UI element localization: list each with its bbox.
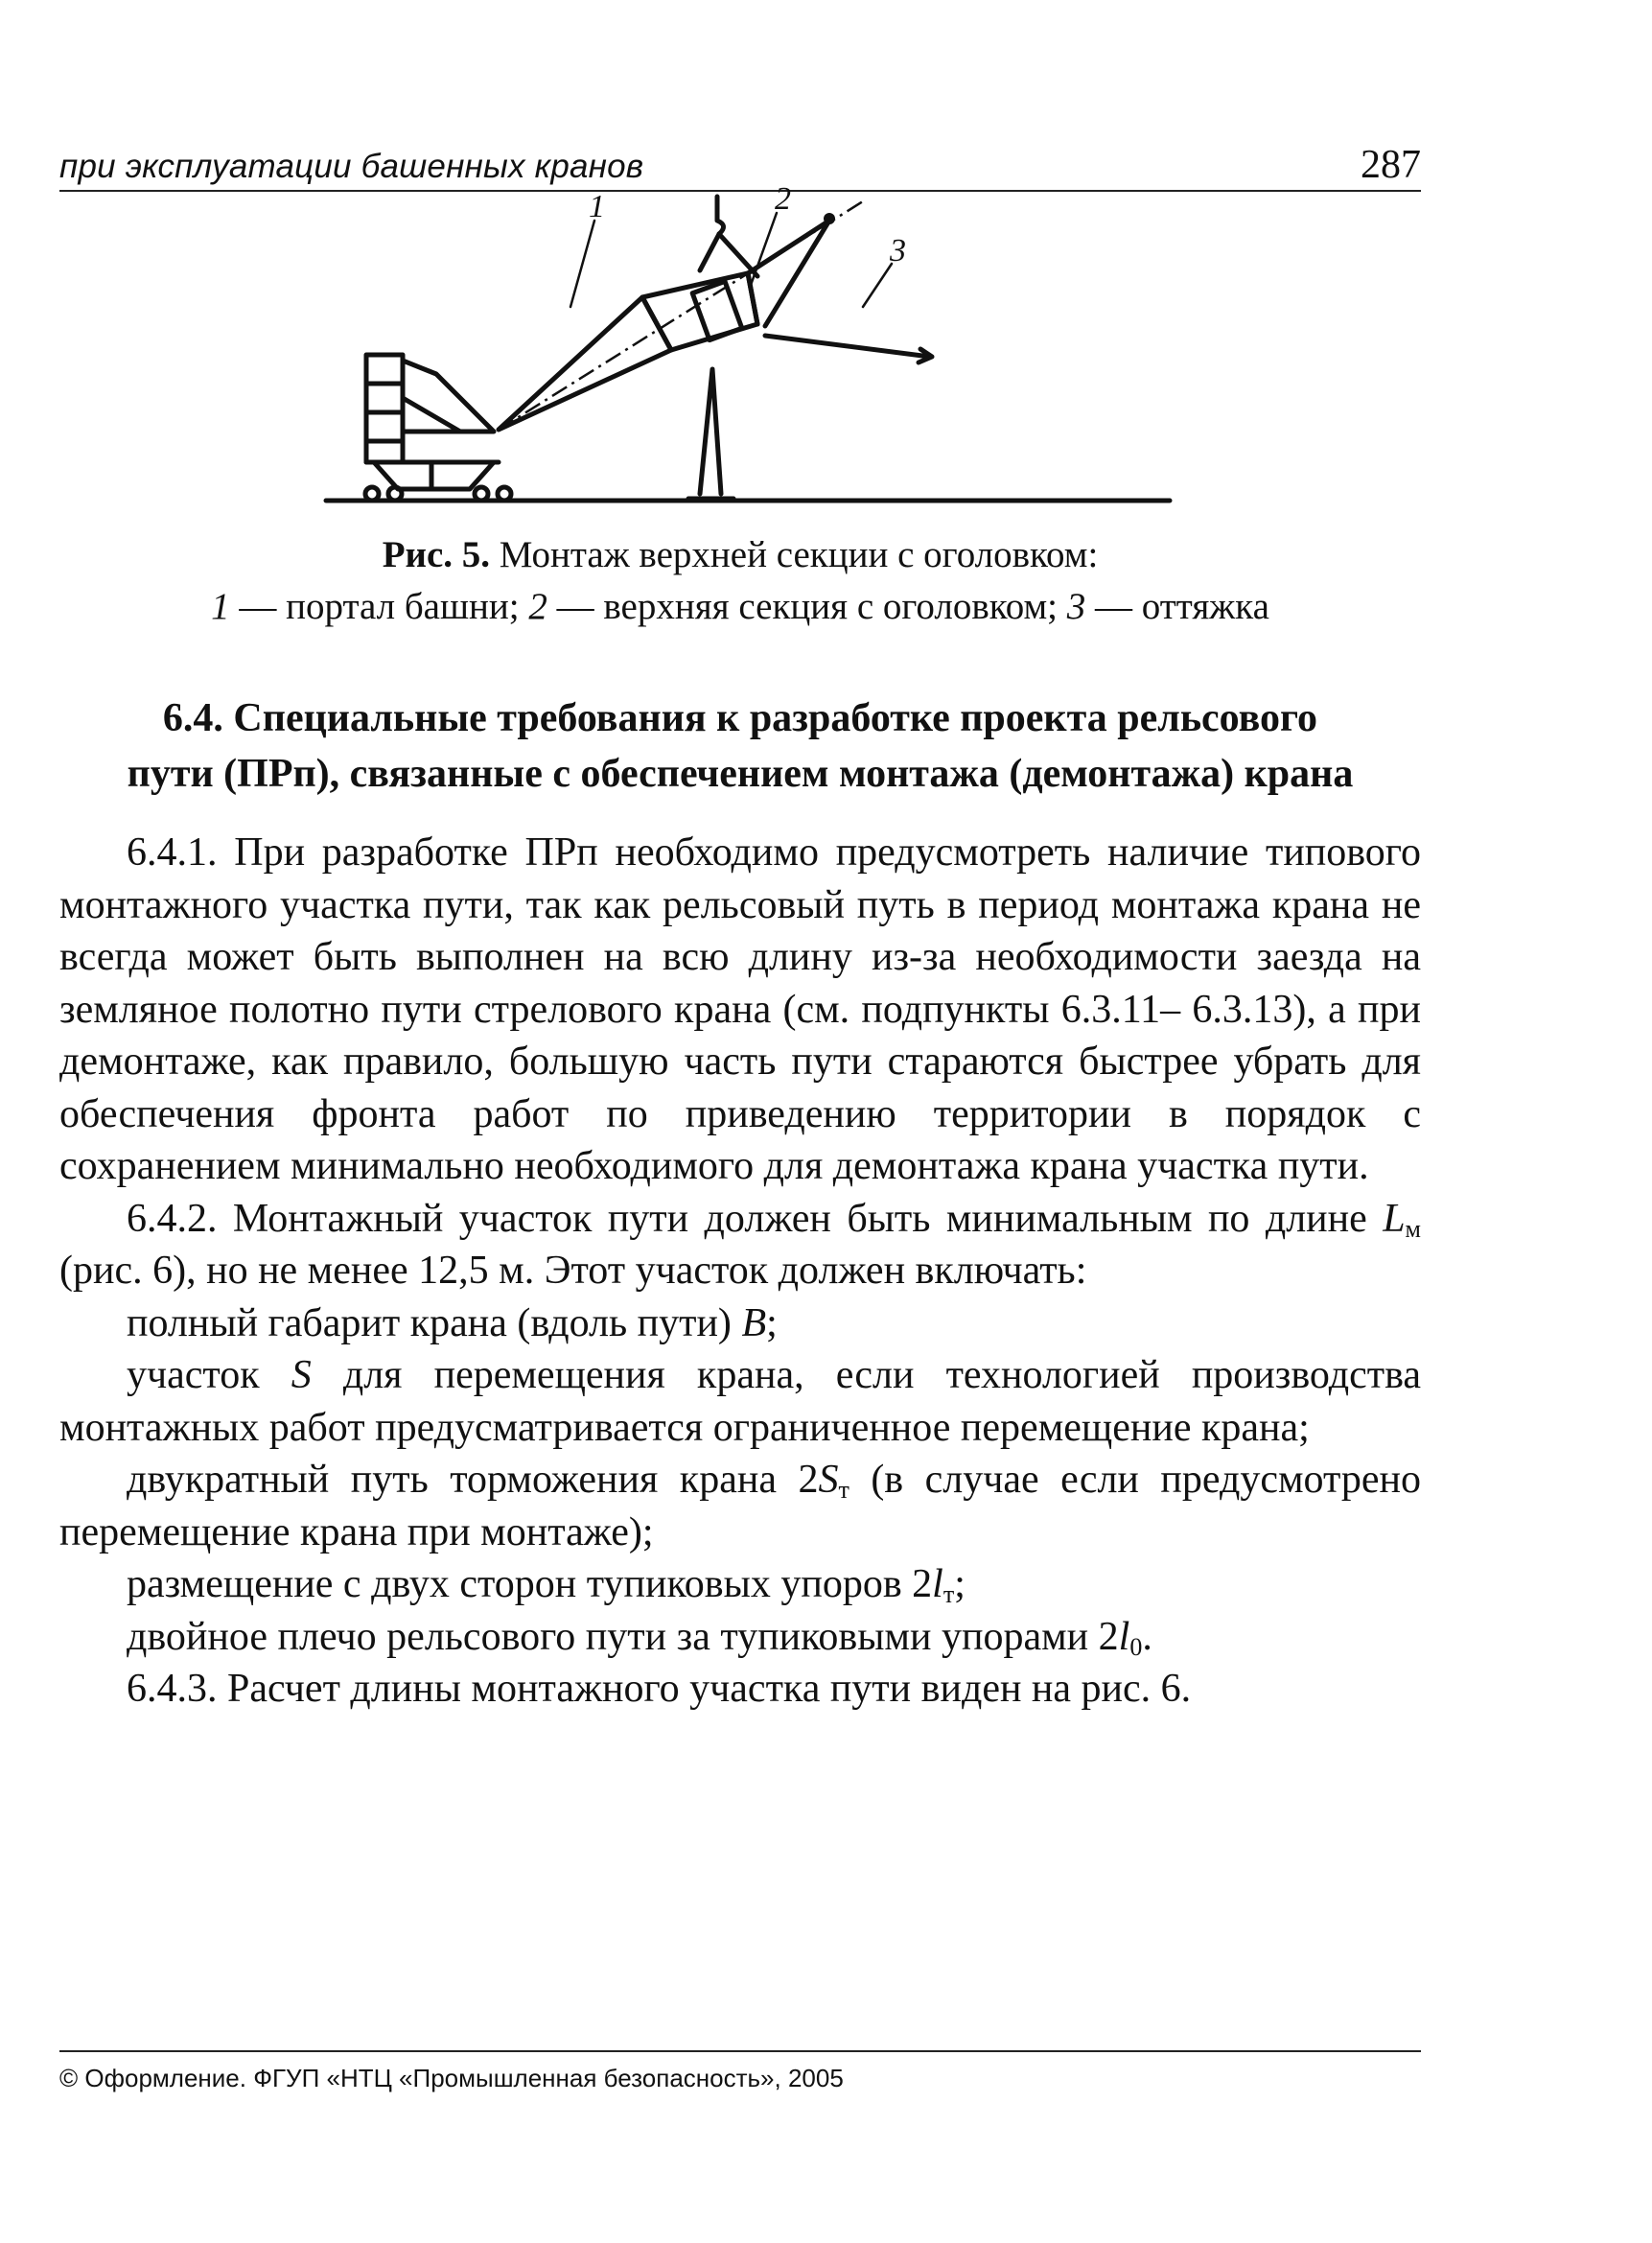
list-item	[59, 1349, 1421, 1454]
caption-title: Монтаж верхней секции с оголовком:	[499, 534, 1099, 575]
heading-line-1: 6.4. Специальные требования к разработке проекта рельсового	[162, 696, 1318, 740]
var-St-sub: т	[838, 1476, 849, 1504]
legend-text: — портал башни;	[239, 586, 520, 627]
var-l0: l	[1118, 1614, 1130, 1659]
li2-text-a: участок	[127, 1353, 291, 1397]
caption-label: Рис. 5.	[382, 534, 491, 575]
section-heading	[59, 690, 1421, 802]
li5-text-a: двойное плечо рельсового пути за тупиковыми упорами 2	[127, 1614, 1119, 1659]
guy-rope	[765, 336, 930, 357]
var-lt-sub: т	[942, 1580, 955, 1608]
var-B: B	[741, 1300, 767, 1345]
list-item	[59, 1454, 1421, 1558]
section-joint	[692, 281, 742, 339]
legend-num: 2	[528, 586, 547, 627]
body-text	[59, 827, 1421, 1716]
wheel-icon	[475, 487, 488, 501]
hook-icon	[717, 197, 724, 234]
li5-end: .	[1142, 1614, 1152, 1659]
footer-copyright: © Оформление. ФГУП «НТЦ «Промышленная безопасность», 2005	[59, 2064, 844, 2092]
support-leg	[700, 369, 721, 494]
wheel-icon	[498, 487, 511, 501]
p2-text-b: (рис. 6), но не менее 12,5 м. Этот участок должен включать:	[59, 1249, 1087, 1293]
crane-body	[403, 361, 494, 432]
list-item	[59, 1297, 1421, 1350]
li1-text: полный габарит крана (вдоль пути)	[127, 1300, 742, 1345]
var-L-sub: м	[1405, 1214, 1421, 1243]
li1-end: ;	[766, 1300, 778, 1345]
callout-2: 2	[775, 181, 791, 217]
caption-legend	[59, 581, 1421, 633]
li4-end: ;	[954, 1562, 966, 1606]
list-item	[59, 1558, 1421, 1611]
callout-1: 1	[589, 189, 605, 224]
page-number: 287	[1361, 143, 1421, 187]
legend-text: — верхняя секция с оголовком;	[556, 586, 1059, 627]
heading-line-2: пути (ПРп), связанные с обеспечением монтажа (демонтажа) крана	[127, 752, 1354, 796]
paragraph-6-4-3: 6.4.3. Расчет длины монтажного участка пути виден на рис. 6.	[127, 1667, 1192, 1711]
caption-line-1	[59, 529, 1421, 581]
li3-text-a: двукратный путь торможения крана 2	[127, 1458, 819, 1502]
running-title: при эксплуатации башенных кранов	[59, 148, 644, 185]
paragraph-6-4-2	[59, 1193, 1421, 1297]
legend-num: 3	[1066, 586, 1086, 627]
li4-text-a: размещение с двух сторон тупиковых упоров 2	[127, 1562, 933, 1606]
legend-text: — оттяжка	[1095, 586, 1269, 627]
tower-portal	[499, 297, 671, 430]
crane-mounting-drawing	[307, 181, 1189, 518]
var-L: L	[1383, 1196, 1406, 1241]
li2-text-b: для перемещения крана, если технологией производства монтажных работ предусматривается ограниченное перемещение крана;	[59, 1353, 1421, 1450]
var-lt: l	[932, 1562, 943, 1606]
var-l0-sub: 0	[1129, 1632, 1143, 1661]
list-item	[59, 1611, 1421, 1664]
counterweight-stack	[366, 355, 403, 462]
p2-text-a: 6.4.2. Монтажный участок пути должен быть минимальным по длине	[127, 1196, 1384, 1241]
paragraph-6-4-1: 6.4.1. При разработке ПРп необходимо предусмотреть наличие типового монтажного участка пути, так как рельсовый путь в период монтажа крана не всегда может быть выполнен на всю длину из-за необходимости заезда на земляное полотно пути стрелового крана (см. подпункты 6.3.11– 6.3.13), а при демонтаже, как правило, большую часть пути стараются быстрее убрать для обеспечения фронта работ по приведению территории в порядок с сохранением минимально необходимого для демонтажа крана участка пути.	[59, 830, 1421, 1188]
section-axis	[499, 201, 863, 430]
figure-caption	[59, 529, 1421, 633]
var-St: S	[818, 1458, 839, 1502]
axis-point	[824, 213, 835, 224]
callout-3: 3	[890, 233, 906, 269]
running-header	[59, 134, 1421, 192]
footer-divider	[59, 2050, 1421, 2052]
legend-num: 1	[211, 586, 230, 627]
section-head	[748, 221, 829, 326]
li3-text-b: (в случае если предусмотрено перемещение крана при монтаже);	[59, 1458, 1421, 1554]
var-S: S	[291, 1353, 312, 1397]
wheel-icon	[365, 487, 379, 501]
wheel-icon	[388, 487, 402, 501]
figure-crane-mounting	[307, 181, 1189, 518]
